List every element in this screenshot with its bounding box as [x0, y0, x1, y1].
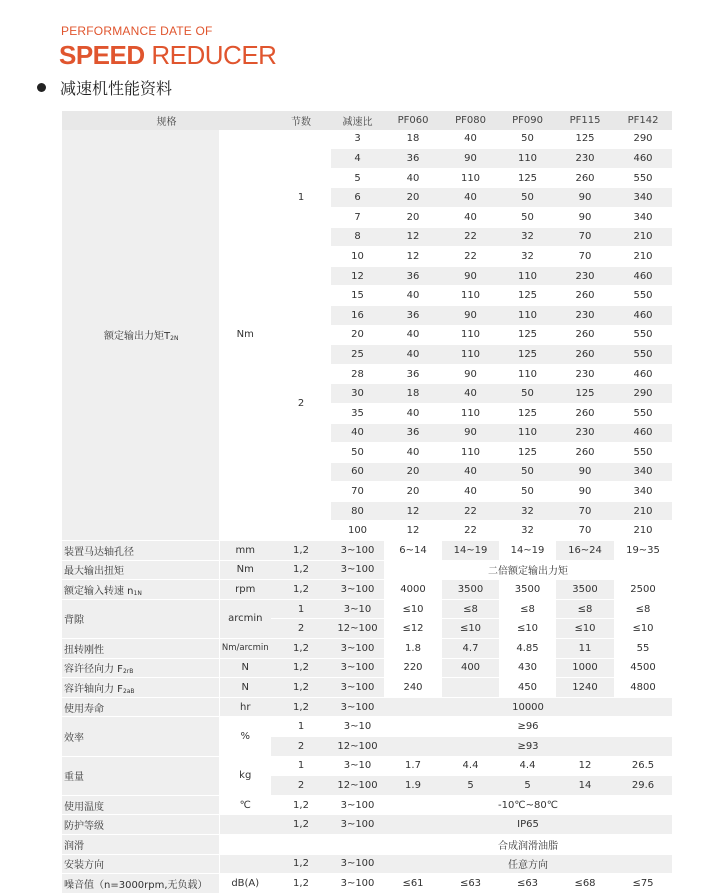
- table-row: 防护等级 1,2 3~100 IP65: [62, 815, 672, 835]
- torque-value: 32: [499, 501, 556, 521]
- torque-value: 32: [499, 521, 556, 541]
- torque-value: 12: [384, 247, 442, 267]
- torque-value: 460: [614, 423, 672, 443]
- torque-value: 90: [442, 149, 499, 169]
- header-title: SPEED REDUCER: [59, 40, 277, 70]
- torque-value: 90: [556, 482, 614, 502]
- col-pf060: PF060: [384, 111, 442, 130]
- torque-value: 460: [614, 266, 672, 286]
- col-pf115: PF115: [556, 111, 614, 130]
- torque-value: 260: [556, 325, 614, 345]
- table-row: 安装方向 1,2 3~100 任意方向: [62, 854, 672, 874]
- torque-value: 230: [556, 149, 614, 169]
- ratio-cell: 40: [331, 423, 384, 443]
- torque-value: 210: [614, 247, 672, 267]
- torque-value: 50: [499, 207, 556, 227]
- torque-value: 32: [499, 247, 556, 267]
- header-subtitle: PERFORMANCE DATE OF: [61, 24, 213, 38]
- table-header-row: [62, 111, 672, 130]
- torque-value: 90: [442, 266, 499, 286]
- torque-value: 22: [442, 521, 499, 541]
- table-row: 重量 kg 1 3~10 1.7 4.4 4.4 12 26.5: [62, 756, 672, 776]
- torque-value: 20: [384, 207, 442, 227]
- torque-value: 210: [614, 501, 672, 521]
- torque-value: 22: [442, 227, 499, 247]
- torque-value: 12: [384, 501, 442, 521]
- torque-value: 50: [499, 384, 556, 404]
- table-row: 扭转刚性 Nm/arcmin 1,2 3~100 1.8 4.7 4.85 11 55: [62, 639, 672, 659]
- torque-value: 40: [384, 443, 442, 463]
- ratio-cell: 50: [331, 443, 384, 463]
- ratio-cell: 28: [331, 364, 384, 384]
- torque-value: 90: [556, 207, 614, 227]
- torque-value: 550: [614, 443, 672, 463]
- torque-value: 460: [614, 149, 672, 169]
- torque-value: 110: [499, 305, 556, 325]
- ratio-cell: 10: [331, 247, 384, 267]
- torque-value: 90: [556, 188, 614, 208]
- torque-value: 550: [614, 286, 672, 306]
- torque-value: 40: [442, 207, 499, 227]
- torque-value: 125: [499, 345, 556, 365]
- torque-value: 50: [499, 482, 556, 502]
- torque-value: 125: [499, 286, 556, 306]
- table-row: 2 12~100 1.9 5 5 14 29.6: [62, 776, 672, 796]
- row-label: 装置马达轴孔径: [62, 541, 219, 561]
- torque-value: 90: [442, 423, 499, 443]
- torque-value: 550: [614, 325, 672, 345]
- torque-value: 40: [384, 286, 442, 306]
- torque-value: 290: [614, 130, 672, 149]
- table-row: 效率 % 1 3~10 ≥96: [62, 717, 672, 737]
- torque-value: 12: [384, 521, 442, 541]
- ratio-cell: 20: [331, 325, 384, 345]
- table-row: 容许径向力 $F_{2rB}$ N 1,2 3~100 220 400 430 1000 4500: [62, 658, 672, 678]
- bullet-icon: [37, 83, 46, 92]
- torque-value: 36: [384, 423, 442, 443]
- torque-value: 110: [442, 403, 499, 423]
- ratio-cell: 100: [331, 521, 384, 541]
- torque-value: 20: [384, 188, 442, 208]
- col-pf090: PF090: [499, 111, 556, 130]
- torque-value: 230: [556, 266, 614, 286]
- torque-value: 40: [384, 325, 442, 345]
- torque-value: 340: [614, 462, 672, 482]
- torque-value: 40: [442, 384, 499, 404]
- ratio-cell: 12: [331, 266, 384, 286]
- torque-value: 40: [442, 188, 499, 208]
- table-row: 容许轴向力 $F_{2aB}$ N 1,2 3~100 240 450 1240 4800: [62, 678, 672, 698]
- performance-table: [62, 111, 672, 894]
- torque-value: 50: [499, 188, 556, 208]
- torque-value: 40: [442, 462, 499, 482]
- torque-value: 290: [614, 384, 672, 404]
- table-row: 润滑 合成润滑油脂: [62, 834, 672, 854]
- col-stage: 节数: [271, 111, 331, 130]
- torque-value: 125: [499, 443, 556, 463]
- table-row: 2 12~100 ≥93: [62, 737, 672, 757]
- torque-value: 50: [499, 462, 556, 482]
- table-row: 噪音值（n=3000rpm,无负载） dB(A) 1,2 3~100 ≤61 ≤63 ≤63 ≤68 ≤75: [62, 874, 672, 894]
- torque-value: 125: [499, 168, 556, 188]
- torque-value: 40: [384, 403, 442, 423]
- torque-value: 70: [556, 247, 614, 267]
- torque-value: 550: [614, 345, 672, 365]
- table-row: 使用温度 ℃ 1,2 3~100 -10℃~80℃: [62, 795, 672, 815]
- torque-value: 40: [442, 130, 499, 149]
- torque-value: 110: [442, 345, 499, 365]
- ratio-cell: 8: [331, 227, 384, 247]
- table-row: 额定输出力矩$T_{2N}$ Nm 1 3 18 40 50 125 290: [62, 130, 672, 149]
- col-spec: 规格: [62, 111, 271, 130]
- torque-value: 36: [384, 364, 442, 384]
- torque-value: 110: [442, 443, 499, 463]
- ratio-cell: 3: [331, 130, 384, 149]
- torque-value: 110: [499, 149, 556, 169]
- ratio-cell: 5: [331, 168, 384, 188]
- torque-value: 230: [556, 364, 614, 384]
- torque-value: 210: [614, 521, 672, 541]
- torque-value: 18: [384, 384, 442, 404]
- torque-value: 230: [556, 305, 614, 325]
- torque-value: 20: [384, 482, 442, 502]
- torque-label: 额定输出力矩$T_{2N}$: [62, 130, 219, 541]
- torque-value: 550: [614, 168, 672, 188]
- torque-value: 210: [614, 227, 672, 247]
- torque-value: 260: [556, 168, 614, 188]
- ratio-cell: 70: [331, 482, 384, 502]
- torque-value: 22: [442, 501, 499, 521]
- torque-value: 36: [384, 266, 442, 286]
- torque-value: 340: [614, 188, 672, 208]
- torque-value: 260: [556, 403, 614, 423]
- torque-value: 70: [556, 227, 614, 247]
- torque-value: 125: [556, 384, 614, 404]
- ratio-cell: 80: [331, 501, 384, 521]
- torque-value: 70: [556, 521, 614, 541]
- col-ratio: 减速比: [331, 111, 384, 130]
- ratio-cell: 60: [331, 462, 384, 482]
- torque-value: 110: [442, 325, 499, 345]
- torque-value: 40: [384, 168, 442, 188]
- torque-value: 40: [442, 482, 499, 502]
- torque-value: 110: [442, 286, 499, 306]
- stage-cell: 2: [271, 266, 331, 540]
- torque-value: 230: [556, 423, 614, 443]
- ratio-cell: 25: [331, 345, 384, 365]
- torque-value: 260: [556, 286, 614, 306]
- torque-value: 340: [614, 207, 672, 227]
- ratio-cell: 6: [331, 188, 384, 208]
- torque-value: 12: [384, 227, 442, 247]
- torque-value: 340: [614, 482, 672, 502]
- torque-value: 36: [384, 149, 442, 169]
- torque-value: 90: [556, 462, 614, 482]
- torque-value: 125: [556, 130, 614, 149]
- ratio-cell: 35: [331, 403, 384, 423]
- stage-cell: 1: [271, 130, 331, 267]
- table-row: 背隙 arcmin 1 3~10 ≤10 ≤8 ≤8 ≤8 ≤8: [62, 599, 672, 619]
- table-row: 最大输出扭矩 Nm 1,2 3~100 二倍额定输出力矩: [62, 560, 672, 580]
- torque-value: 20: [384, 462, 442, 482]
- torque-value: 50: [499, 130, 556, 149]
- torque-value: 22: [442, 247, 499, 267]
- torque-value: 125: [499, 325, 556, 345]
- torque-value: 260: [556, 345, 614, 365]
- torque-value: 110: [499, 364, 556, 384]
- ratio-cell: 16: [331, 305, 384, 325]
- section-title: 减速机性能资料: [37, 76, 172, 99]
- torque-value: 40: [384, 345, 442, 365]
- torque-value: 70: [556, 501, 614, 521]
- ratio-cell: 7: [331, 207, 384, 227]
- table-row: 装置马达轴孔径 mm 1,2 3~100 6~14 14~19 14~19 16~24 19~35: [62, 541, 672, 561]
- torque-value: 110: [442, 168, 499, 188]
- col-pf142: PF142: [614, 111, 672, 130]
- torque-value: 550: [614, 403, 672, 423]
- ratio-cell: 4: [331, 149, 384, 169]
- torque-value: 460: [614, 364, 672, 384]
- col-pf080: PF080: [442, 111, 499, 130]
- table-row: 额定输入转速 $n_{1N}$ rpm 1,2 3~100 4000 3500 3500 3500 2500: [62, 580, 672, 600]
- torque-value: 36: [384, 305, 442, 325]
- ratio-cell: 15: [331, 286, 384, 306]
- ratio-cell: 30: [331, 384, 384, 404]
- torque-value: 110: [499, 266, 556, 286]
- torque-value: 125: [499, 403, 556, 423]
- torque-value: 460: [614, 305, 672, 325]
- table-row: 使用寿命 hr 1,2 3~100 10000: [62, 697, 672, 717]
- torque-value: 18: [384, 130, 442, 149]
- table-row: 2 12~100 ≤12 ≤10 ≤10 ≤10 ≤10: [62, 619, 672, 639]
- torque-value: 90: [442, 364, 499, 384]
- torque-value: 90: [442, 305, 499, 325]
- torque-value: 32: [499, 227, 556, 247]
- torque-value: 110: [499, 423, 556, 443]
- torque-value: 260: [556, 443, 614, 463]
